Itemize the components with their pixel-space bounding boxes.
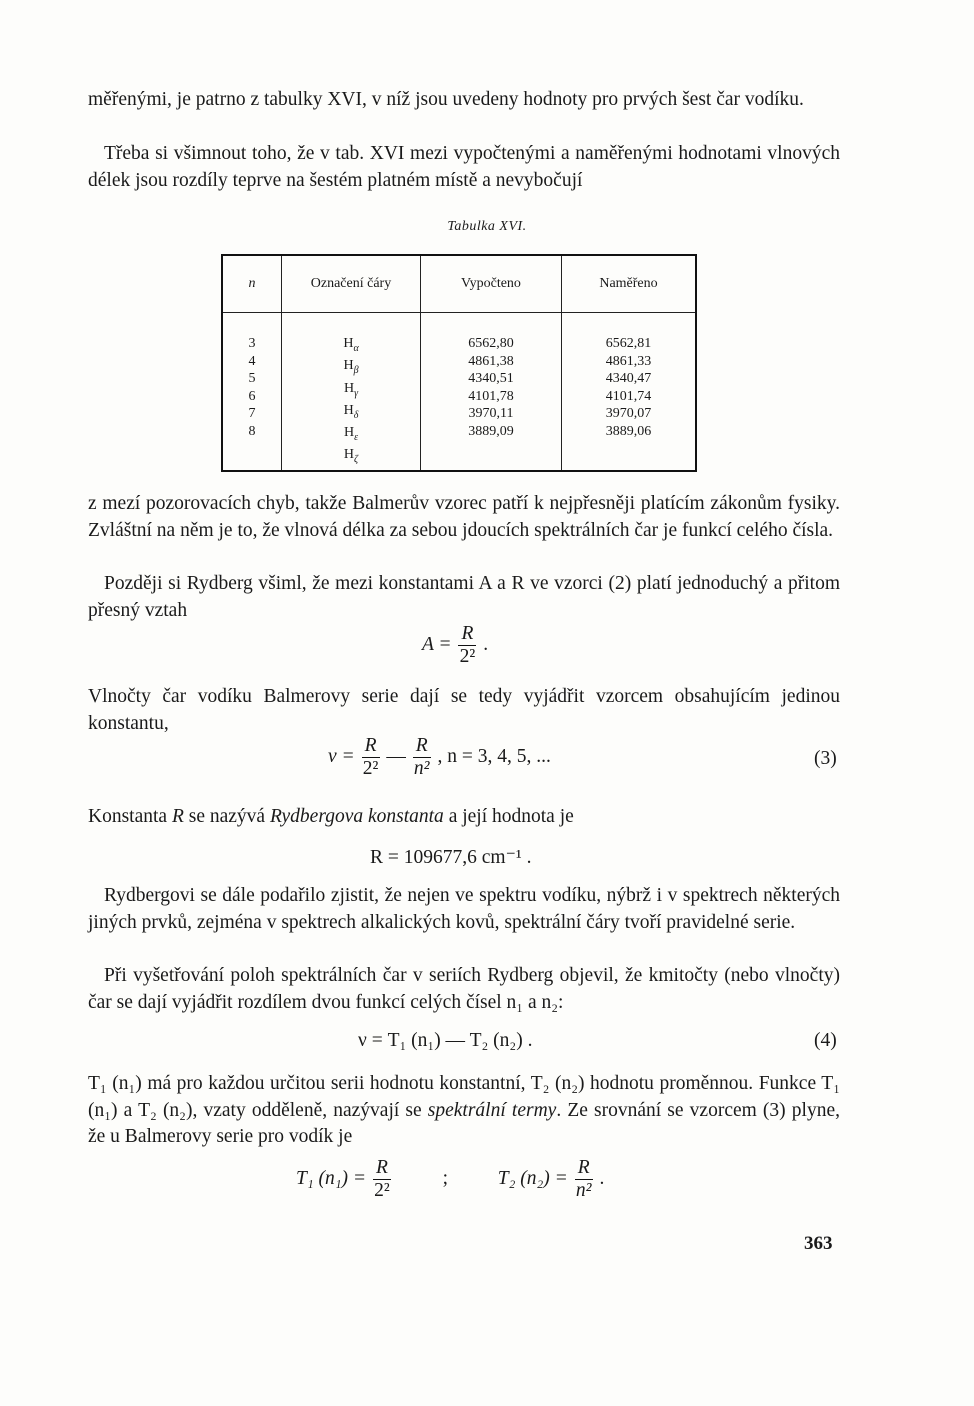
fraction: $\frac{R}{\text{2²}}$ — [459, 623, 476, 667]
cell-measured: 3889,06 — [605, 423, 652, 439]
header-calculated: Vypočteno — [421, 255, 562, 313]
equation-3: ν = $\frac{R}{\text{2²}}$ — $\frac{R}{\text{n²}}$ , n = 3, 4, 5, ... — [328, 735, 551, 779]
cell-line: $H_\delta$ — [343, 402, 359, 421]
paragraph-2: Třeba si všimnout toho, že v tab. XVI mezi vypočtenými a naměřenými hodnotami vlnových délek jsou rozdíly teprve na šestém platném místě a nevybočují — [88, 143, 840, 191]
table-caption: Tabulka XVI. — [447, 219, 527, 234]
equation-number-3: (3) — [814, 748, 837, 769]
column-measured — [562, 313, 697, 471]
cell-line: $H_\zeta$ — [343, 447, 359, 466]
cell-n: 8 — [248, 423, 256, 439]
fraction: $\frac{R}{\text{n²}}$ — [413, 735, 430, 779]
header-line: Označení čáry — [282, 255, 421, 313]
cell-calculated: 4340,51 — [468, 371, 514, 386]
paragraph-6: Konstanta R se nazývá Rydbergova konstanta a její hodnota je — [88, 806, 574, 827]
cell-line: $H_\varepsilon$ — [343, 425, 359, 443]
cell-measured: 4861,33 — [605, 353, 652, 369]
cell-n: 5 — [248, 371, 256, 386]
cell-measured: 3970,07 — [605, 406, 652, 421]
fraction: $\frac{R}{\text{2²}}$ — [362, 735, 379, 779]
equation-number-4: (4) — [814, 1030, 837, 1051]
cell-n: 3 — [248, 336, 256, 351]
cell-line: $H_\alpha$ — [343, 336, 359, 354]
header-measured: Naměřeno — [562, 255, 697, 313]
cell-line: $H_\gamma$ — [343, 380, 359, 399]
cell-n: 4 — [248, 353, 256, 369]
equation-4: ν = T₁ (n₁) — T₂ (n₂) . — [358, 1030, 533, 1051]
cell-calculated: 3889,09 — [468, 423, 514, 439]
page-number: 363 — [804, 1233, 833, 1254]
table-xvi — [221, 254, 697, 472]
header-n: n — [222, 255, 282, 313]
paragraph-8: Při vyšetřování poloh spektrálních čar v seriích Rydberg objevil, že kmitočty (nebo vlnočty) čar se dají vyjádřit rozdílem dvou funkcí celých čísel n₁ a n₂: — [88, 965, 840, 1013]
cell-calculated: 4861,38 — [468, 353, 514, 369]
column-line — [282, 313, 421, 471]
cell-calculated: 3970,11 — [468, 406, 514, 421]
cell-calculated: 4101,78 — [468, 388, 514, 404]
paragraph-9: T₁ (n₁) má pro každou určitou serii hodnotu konstantní, T₂ (n₂) hodnotu proměnnou. Funkce T₁ (n₁) a T₂ (n₂), vzaty odděleně, nazývají se spektrální termy. Ze srovnání se vzorcem (3) plyne, že u Balmerovy serie pro vodík je — [88, 1073, 840, 1147]
cell-measured: 4340,47 — [605, 371, 652, 386]
paragraph-3: z mezí pozorovacích chyb, takže Balmerův vzorec patří k nejpřesněji platícím zákonům fysiky. Zvláštní na něm je to, že vlnová délka za sebou jdoucích spektrálních čar je funkcí celého čísla. — [88, 493, 840, 541]
column-n — [222, 313, 282, 471]
fraction: $\frac{R}{\text{2²}}$ — [374, 1157, 390, 1201]
cell-n: 6 — [248, 388, 256, 404]
cell-line: $H_\beta$ — [343, 358, 359, 377]
equation-r: R = 109677,6 cm⁻¹ . — [370, 847, 532, 868]
equation-a: A = $\frac{R}{\text{2²}}$ . — [422, 623, 489, 667]
cell-measured: 6562,81 — [605, 336, 652, 351]
paragraph-7: Rydbergovi se dále podařilo zjistit, že nejen ve spektru vodíku, nýbrž i v spektrech některých jiných prvků, zejména v spektrech alkalických kovů, spektrální čáry tvoří pravidelné serie. — [88, 885, 840, 933]
cell-calculated: 6562,80 — [468, 336, 514, 351]
equation-terms: T₁ (n₁) = $\frac{R}{\text{2²}}$ ; T₂ (n₂) = $\frac{R}{\text{n²}}$ . — [296, 1157, 605, 1201]
cell-n: 7 — [248, 406, 256, 421]
paragraph-4: Později si Rydberg všiml, že mezi konstantami A a R ve vzorci (2) platí jednoduchý a přitom přesný vztah — [88, 573, 840, 621]
column-calculated — [421, 313, 562, 471]
paragraph-5: Vlnočty čar vodíku Balmerovy serie dají se tedy vyjádřit vzorcem obsahujícím jedinou konstantu, — [88, 686, 840, 734]
cell-measured: 4101,74 — [605, 388, 652, 404]
paragraph-1: měřenými, je patrno z tabulky XVI, v níž jsou uvedeny hodnoty pro prvých šest čar vodíku. — [88, 89, 804, 110]
fraction: $\frac{R}{\text{n²}}$ — [575, 1157, 592, 1201]
